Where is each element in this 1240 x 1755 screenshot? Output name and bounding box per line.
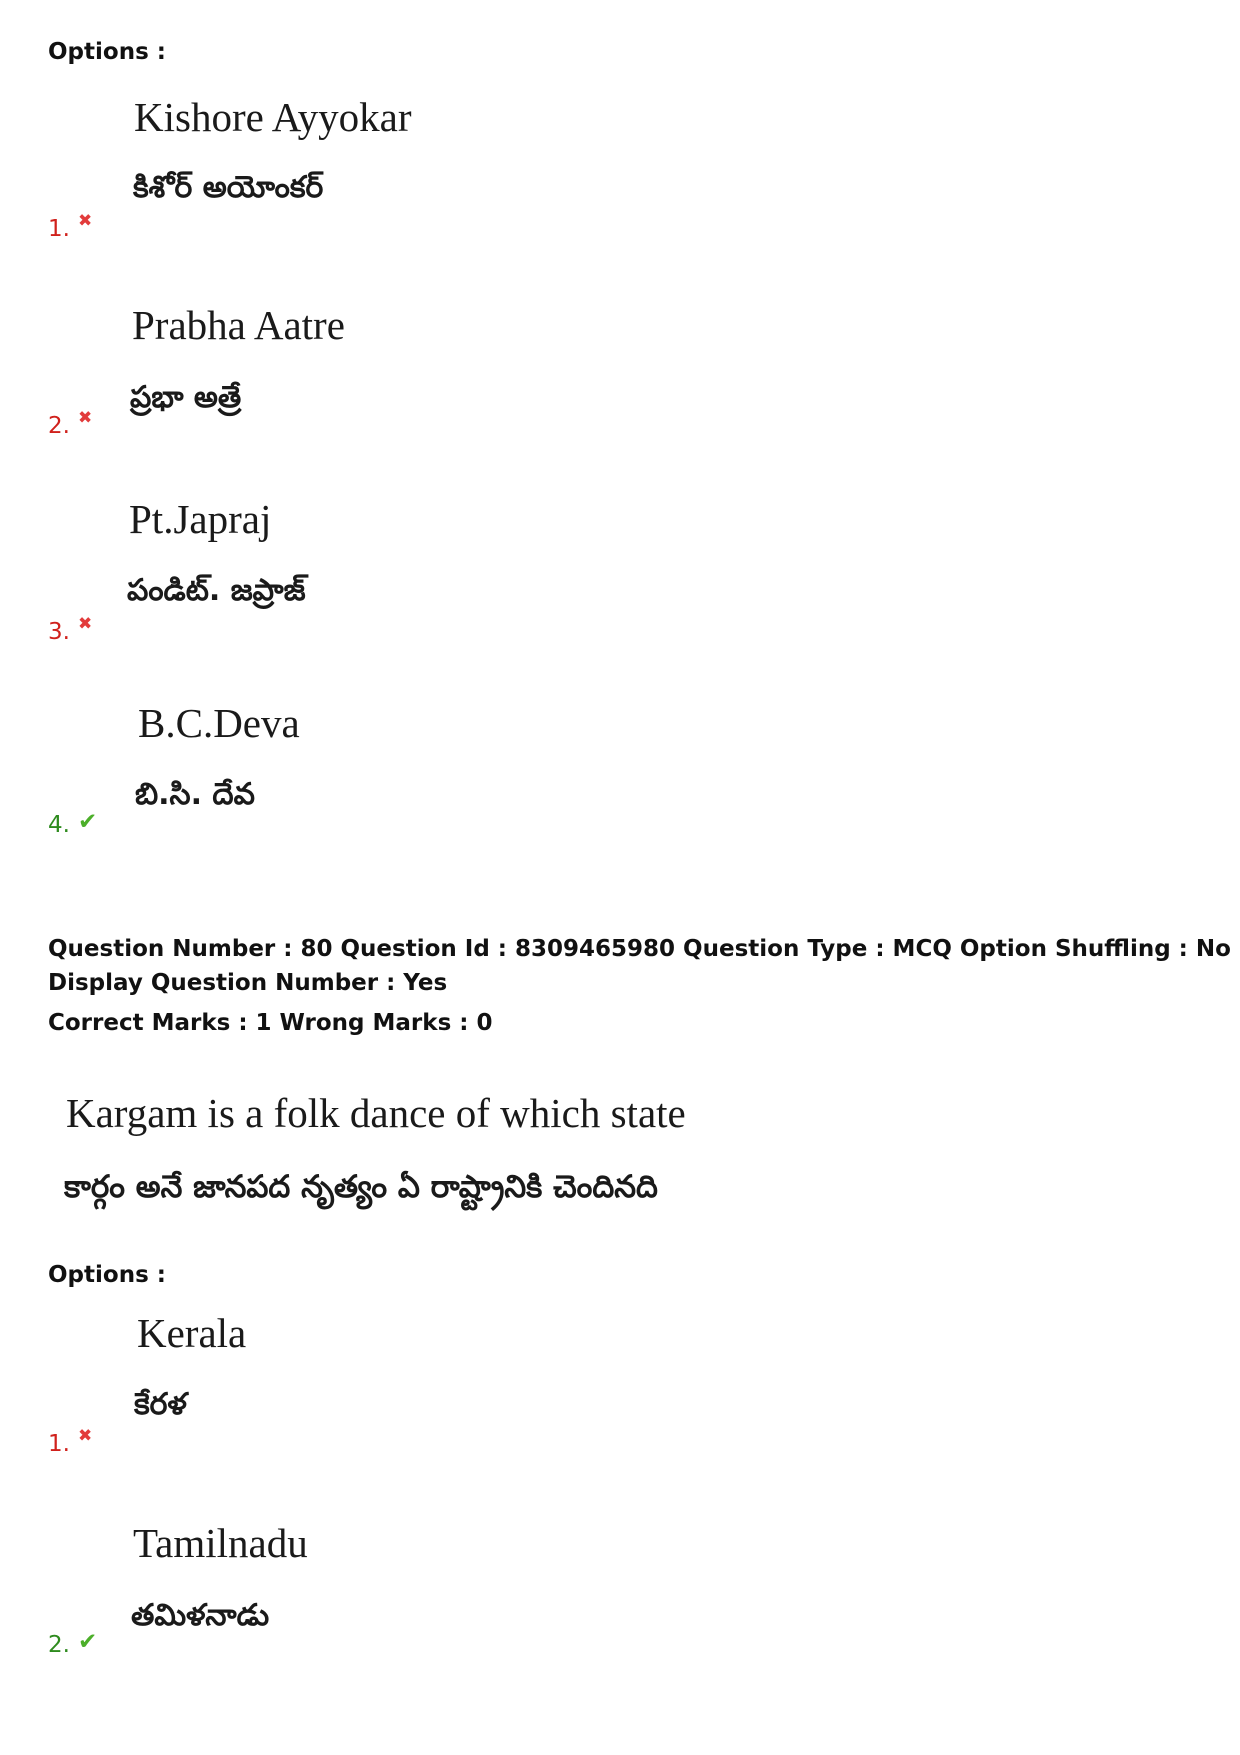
option-3-number (48, 614, 93, 646)
q80-option-2-english-text: Tamilnadu (133, 1520, 308, 1566)
option-number-label: 4. (48, 812, 70, 838)
question-meta-line: Question Number : 80 Question Id : 8309465980 Question Type : MCQ Option Shuffling : No (48, 936, 1231, 962)
option-4-number (48, 811, 97, 839)
option-number-label: 2. (48, 1632, 70, 1658)
cross-icon: ✖ (77, 211, 93, 231)
question-telugu-text: కార్గం అనే జానపద నృత్యం ఏ రాష్ట్రానికి చెందినది (64, 1169, 658, 1205)
option-number-label: 1. (48, 1431, 70, 1457)
display-question-number: Display Question Number : Yes (48, 970, 448, 996)
option-number-label: 2. (48, 413, 70, 439)
check-icon: ✔ (77, 809, 98, 835)
q80-option-2-number (48, 1631, 97, 1659)
option-3-english-text: Pt.Japraj (129, 496, 272, 542)
cross-icon: ✖ (77, 1426, 93, 1446)
option-number-label: 1. (48, 216, 70, 242)
options-label: Options : (48, 39, 166, 65)
option-1-telugu-text: కిశోర్ అయోంకర్ (133, 170, 324, 205)
q80-option-1-number (48, 1426, 93, 1458)
question-english-text: Kargam is a folk dance of which state (66, 1090, 686, 1136)
option-4-telugu-text: బి.సి. దేవ (135, 777, 255, 812)
option-2-telugu-text: ప్రభా అత్రే (130, 380, 242, 415)
check-icon: ✔ (77, 1629, 98, 1655)
option-2-number (48, 408, 93, 440)
cross-icon: ✖ (77, 614, 93, 634)
option-3-telugu-text: పండిట్. జప్రాజ్ (127, 573, 306, 608)
q80-option-1-telugu-text: కేరళ (134, 1387, 187, 1422)
option-1-number (48, 211, 93, 243)
cross-icon: ✖ (77, 408, 93, 428)
q80-option-1-english-text: Kerala (137, 1310, 247, 1356)
q80-option-2-telugu-text: తమిళనాడు (131, 1598, 270, 1633)
marks-line: Correct Marks : 1 Wrong Marks : 0 (48, 1010, 493, 1036)
option-1-english-text: Kishore Ayyokar (134, 94, 412, 140)
option-4-english-text: B.C.Deva (138, 700, 300, 746)
options-label: Options : (48, 1262, 166, 1288)
option-number-label: 3. (48, 619, 70, 645)
option-2-english-text: Prabha Aatre (132, 302, 345, 348)
